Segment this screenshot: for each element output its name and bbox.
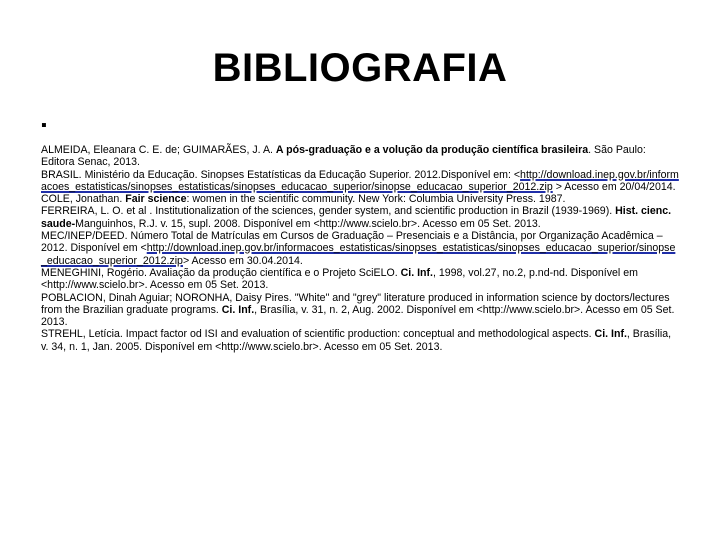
reference-list (41, 144, 681, 353)
reference-almeida (41, 144, 681, 169)
ref-text: , Brasília, v. 34, n. 1, Jan. 2005. Disponível em <http://www.scielo.br>. Acesso em 05 Set. 2013. (41, 328, 672, 353)
ref-journal-title: Ci. Inf. (221, 303, 255, 316)
reference-cole (41, 193, 681, 205)
reference-mec-inep (41, 230, 681, 267)
reference-meneghini (41, 267, 681, 292)
ref-journal-title: Hist. cienc. saude- (41, 205, 672, 230)
reference-poblacion (41, 292, 681, 329)
ref-work-title: Fair science (125, 193, 187, 206)
inep-download-link[interactable]: http://download.inep.gov.br/informacoes_estatisticas/sinopses_estatisticas/sinopses_educacao_superior/sinopse_educacao_superior_2012.zip (41, 168, 679, 193)
ref-work-title: A pós-graduação e a volução da produção científica brasileira (275, 144, 589, 156)
ref-text: FERREIRA, L. O. et al . Institutionalization of the sciences, gender system, and scientific production in Brazil (1939-1969). (41, 205, 616, 218)
ref-text: > Acesso em 20/04/2014. (552, 180, 676, 193)
ref-text: BRASIL. Ministério da Educação. Sinopses Estatísticas da Educação Superior. 2012.Disponível em: < (41, 168, 521, 181)
ref-journal-title: Ci. Inf. (594, 328, 627, 341)
ref-text: Manguinhos, R.J. v. 15, supl. 2008. Disponível em <http://www.scielo.br>. Acesso em 05 Set. 2013. (75, 217, 541, 230)
bullet-marker: ▪ (41, 117, 47, 134)
ref-text: COLE, Jonathan. (41, 193, 126, 206)
reference-strehl (41, 328, 681, 353)
ref-text: MENEGHINI, Rogério. Avaliação da produção científica e o Projeto SciELO. (41, 266, 401, 279)
reference-brasil (41, 169, 681, 194)
reference-ferreira (41, 205, 681, 230)
page-title: BIBLIOGRAFIA (212, 46, 508, 90)
ref-text: , Brasília, v. 31, n. 2, Aug. 2002. Disponível em <http://www.scielo.br>. Acesso em 05 Set. 2013. (41, 303, 675, 329)
ref-text: , 1998, vol.27, no.2, p.nd-nd. Disponível em <http://www.scielo.br>. Acesso em 05 Set. 2013. (41, 266, 638, 292)
inep-download-link[interactable]: http://download.inep.gov.br/informacoes_estatisticas/sinopses_estatisticas/sinopses_educacao_superior/sinopse_educacao_superior_2012.zip (41, 242, 676, 267)
ref-text: POBLACION, Dinah Aguiar; NORONHA, Daisy Pires. "White" and "grey" literature produced in information science by doctors/lectures from the Brazilian graduate programs. (41, 291, 670, 316)
ref-text: ALMEIDA, Eleanara C. E. de; GUIMARÃES, J. A. (41, 144, 276, 156)
ref-text: STREHL, Letícia. Impact factor od ISI and evaluation of scientific production: conceptual and methodological aspects. (41, 328, 595, 341)
ref-text: MEC/INEP/DEED. Número Total de Matrículas em Cursos de Graduação – Presenciais e a Distância, por Organização Acadêmica – 2012. Disponível em < (41, 230, 663, 255)
ref-text: . São Paulo: Editora Senac, 2013. (41, 144, 646, 169)
ref-text: > Acesso em 30.04.2014. (182, 254, 303, 267)
ref-journal-title: Ci. Inf. (400, 266, 433, 279)
ref-text: : women in the scientific community. New York: Columbia University Press. 1987. (186, 193, 566, 206)
